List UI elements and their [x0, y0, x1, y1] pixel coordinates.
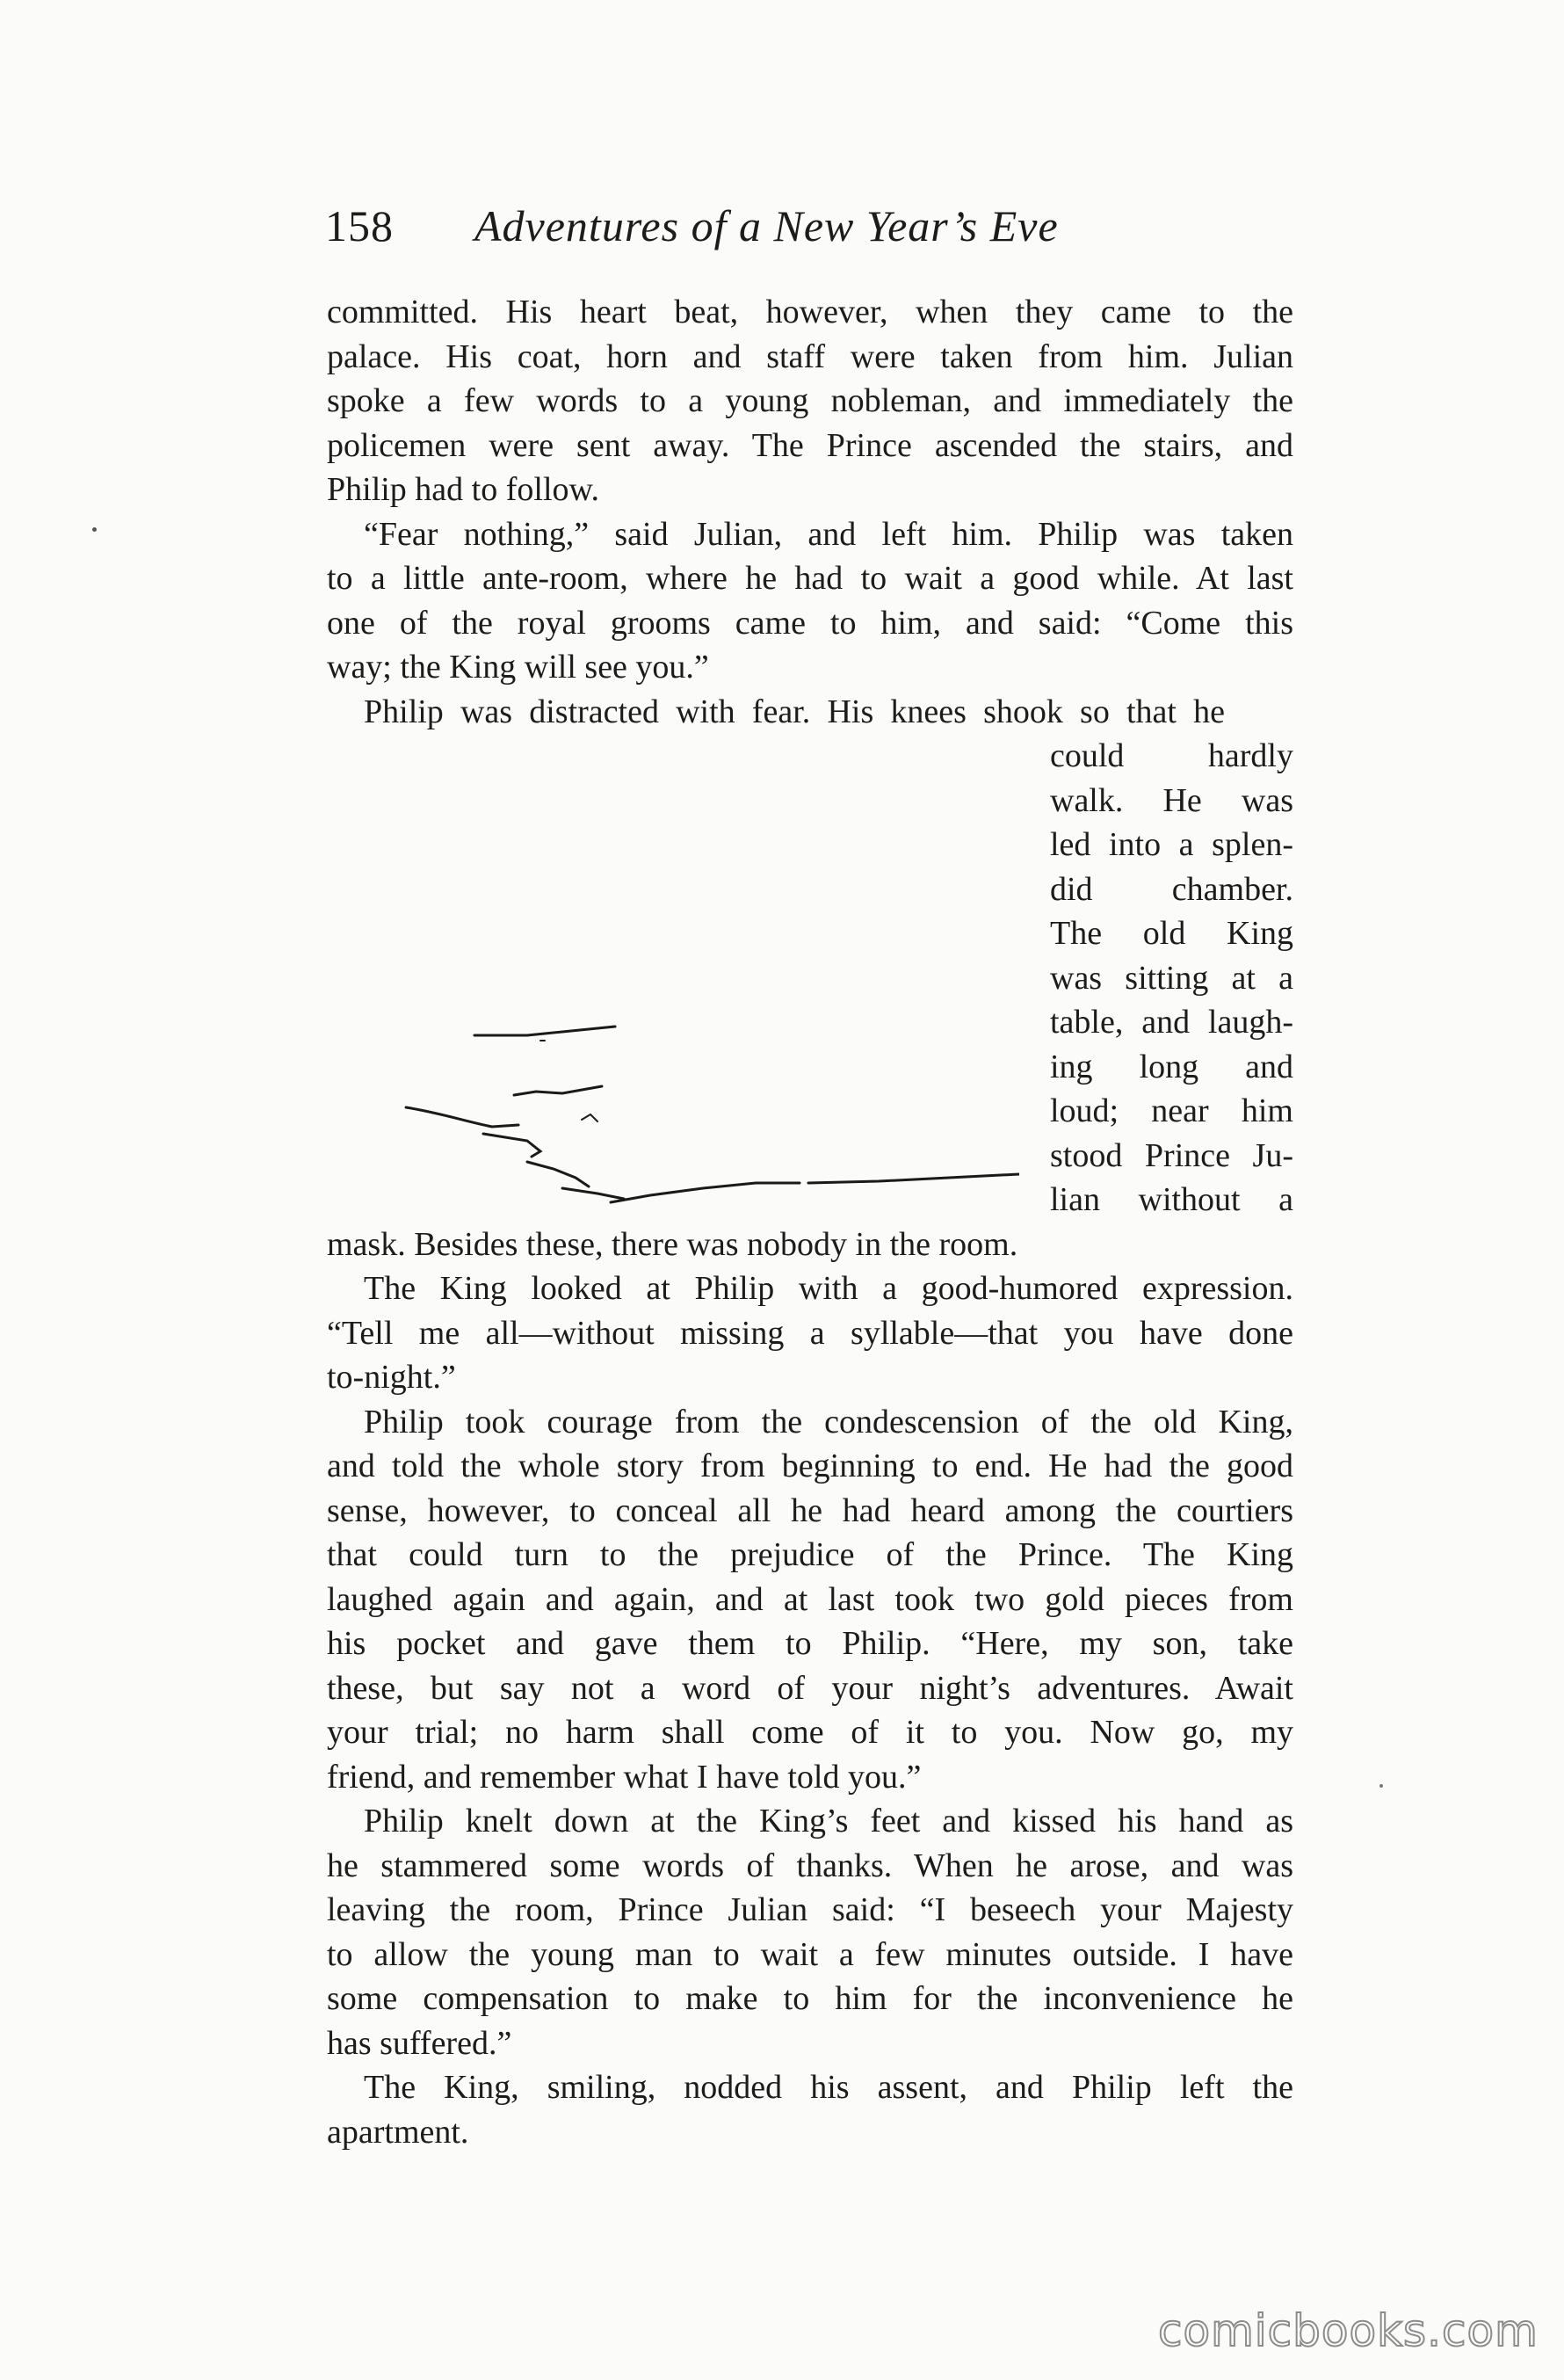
- text-line: loud; near him: [1050, 1092, 1293, 1129]
- running-title: Adventures of a New Year’s Eve: [474, 201, 1059, 250]
- text-line: walk. He was: [1050, 781, 1293, 819]
- text-line: Philip took courage from the condescension of the old King,: [364, 1403, 1293, 1440]
- text-line: he stammered some words of thanks. When he arose, and was: [327, 1847, 1293, 1884]
- text-line: Philip knelt down at the King’s feet and kissed his hand as: [364, 1803, 1293, 1839]
- illustration-fragment: [387, 1002, 1019, 1222]
- text-line: some compensation to make to him for the inconvenience he: [327, 1980, 1293, 2017]
- text-line: one of the royal grooms came to him, and said: “Come this: [327, 604, 1293, 642]
- text-line: ing long and: [1050, 1048, 1293, 1085]
- text-line: table, and laugh-: [1050, 1004, 1293, 1041]
- text-line: Philip was distracted with fear. His knees shook so that he: [364, 693, 1225, 730]
- text-line: lian without a: [1050, 1181, 1293, 1218]
- text-line: these, but say not a word of your night’s adventures. Await: [327, 1669, 1293, 1707]
- text-line: spoke a few words to a young nobleman, and immediately the: [327, 382, 1293, 419]
- text-line: mask. Besides these, there was nobody in the room.: [327, 1225, 1018, 1263]
- text-line: has suffered.”: [327, 2024, 512, 2062]
- text-line: his pocket and gave them to Philip. “Here, my son, take: [327, 1625, 1293, 1662]
- text-line: sense, however, to conceal all he had heard among the courtiers: [327, 1491, 1293, 1529]
- text-line: Philip had to follow.: [327, 471, 599, 508]
- sketch-stroke: [527, 1162, 589, 1186]
- text-line: “Fear nothing,” said Julian, and left him. Philip was taken: [364, 515, 1293, 553]
- text-line: laughed again and again, and at last took two gold pieces from: [327, 1580, 1293, 1618]
- text-line: friend, and remember what I have told you.”: [327, 1758, 922, 1796]
- text-line: to-night.”: [327, 1359, 456, 1396]
- text-line: and told the whole story from beginning to end. He had the good: [327, 1448, 1293, 1484]
- text-line: way; the King will see you.”: [327, 649, 709, 686]
- paper-speck: [92, 527, 97, 532]
- text-line: The King looked at Philip with a good-humored expression.: [364, 1270, 1293, 1307]
- sketch-stroke: [514, 1086, 602, 1095]
- text-line: could hardly: [1050, 737, 1293, 774]
- text-line: stood Prince Ju-: [1050, 1136, 1293, 1174]
- sketch-stroke: [808, 1174, 1019, 1183]
- text-line: policemen were sent away. The Prince ascended the stairs, and: [327, 426, 1293, 464]
- sketch-stroke: [582, 1114, 597, 1121]
- watermark: comicbooks.com: [1158, 2305, 1539, 2356]
- text-line: did chamber.: [1050, 870, 1293, 908]
- text-line: led into a splen-: [1050, 826, 1293, 863]
- text-line: to allow the young man to wait a few minutes outside. I have: [327, 1935, 1293, 1973]
- text-line: that could turn to the prejudice of the Prince. The King: [327, 1536, 1293, 1573]
- text-line: apartment.: [327, 2113, 469, 2151]
- text-line: palace. His coat, horn and staff were taken from him. Julian: [327, 337, 1293, 375]
- running-header: [325, 195, 1300, 257]
- sketch-stroke: [611, 1183, 800, 1202]
- sketch-stroke: [406, 1107, 518, 1127]
- text-line: leaving the room, Prince Julian said: “I beseech your Majesty: [327, 1891, 1293, 1928]
- text-line: The old King: [1050, 915, 1293, 952]
- text-line: committed. His heart beat, however, when they came to the: [327, 294, 1293, 330]
- text-line: your trial; no harm shall come of it to you. Now go, my: [327, 1714, 1293, 1751]
- text-line: “Tell me all—without missing a syllable—that you have done: [327, 1314, 1293, 1352]
- sketch-stroke: [483, 1134, 540, 1157]
- text-line: was sitting at a: [1050, 959, 1293, 997]
- body-text: [327, 290, 1293, 2154]
- paper-speck: [1379, 1784, 1383, 1788]
- sketch-stroke: [474, 1027, 615, 1035]
- text-line: The King, smiling, nodded his assent, and Philip left the: [364, 2069, 1293, 2106]
- page-number: 158: [325, 201, 394, 250]
- text-line: to a little ante-room, where he had to wait a good while. At last: [327, 560, 1293, 597]
- sketch-stroke: [562, 1188, 624, 1199]
